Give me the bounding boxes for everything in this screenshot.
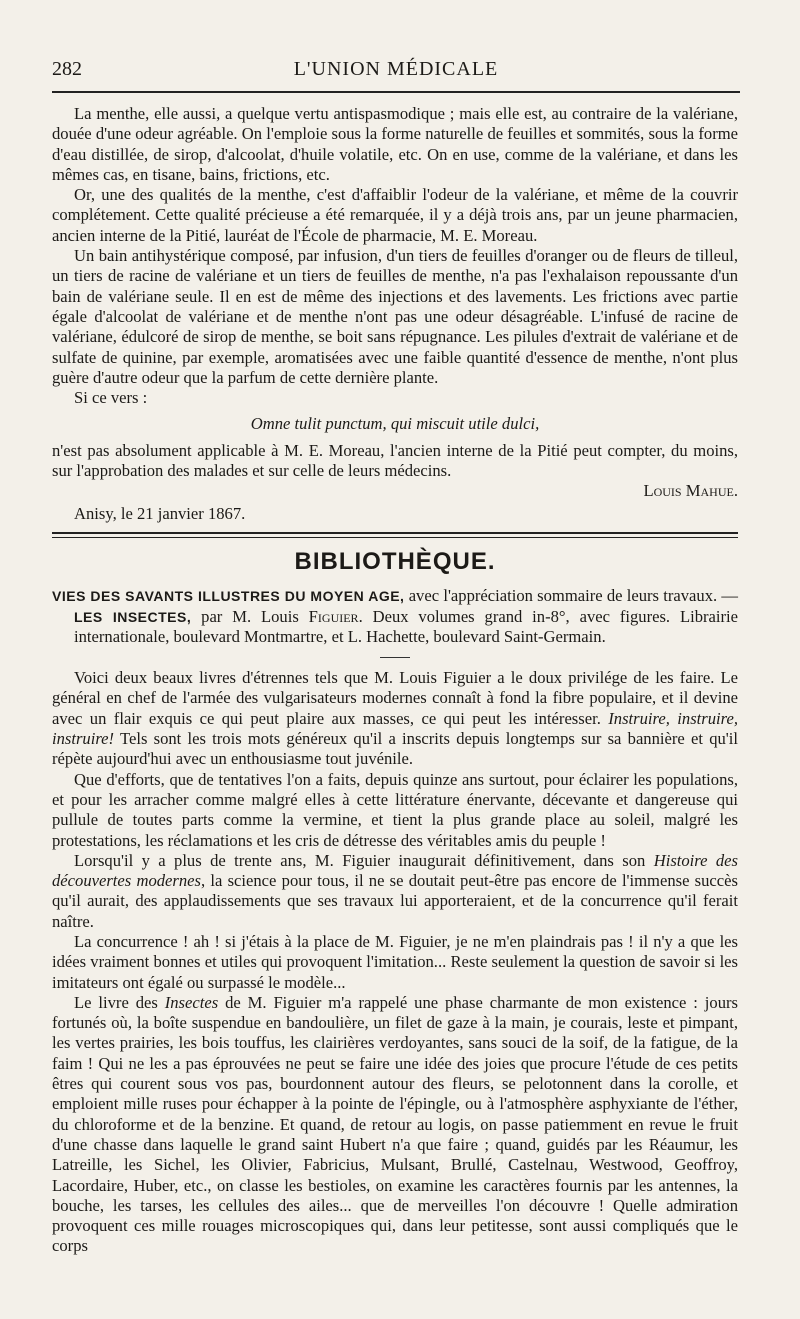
- author-signature: [52, 481, 738, 501]
- reference-rule: [380, 657, 410, 658]
- book-title-1: VIES DES SAVANTS ILLUSTRES DU MOYEN AGE,: [52, 588, 405, 605]
- quote-intro: Si ce vers :: [74, 388, 148, 408]
- article-paragraph-2: Or, une des qualités de la menthe, c'est d'affaiblir l'odeur de la valériane, et même de la couvrir complétement. Cette qualité précieuse a été remarquée, il y a déjà trois ans, par un jeune pharmacien, ancien interne de la Pitié, lauréat de l'École de pharmacie, M. E. Moreau.: [52, 185, 738, 245]
- section-divider: [52, 532, 738, 538]
- article-paragraph-3: Un bain antihystérique composé, par infusion, d'un tiers de feuilles d'oranger ou de fleurs de tilleul, un tiers de racine de valériane et un tiers de feuilles de menthe, n'a pas l'exhalaison repoussante d'un bain de valériane seule. Il en est de même des injections et des lavements. Les frictions avec partie égale d'alcoolat de valériane et de menthe n'ont pas une odeur désagréable. L'infusé de racine de valériane, édulcoré de sirop de menthe, se boit sans répugnance. Les pilules d'extrait de valériane et de sulfate de quinine, par exemple, aromatisées avec une faible quantité d'essence de menthe, n'ont plus guère d'autre odeur que la parfum de cette dernière plante.: [52, 246, 738, 387]
- signature-text: Louis Mahue.: [643, 481, 738, 501]
- section-title: BIBLIOTHÈQUE.: [294, 547, 496, 575]
- review-p3-b: , la science pour tous, il ne se doutait peut-être pas encore de l'immense succès qu'il aurait, des applaudissements que ses travaux lui apporteraient, et de la concurrence qu'il ferait naître.: [52, 871, 738, 931]
- review-paragraph-5: [52, 993, 738, 1257]
- book-title-2: LES INSECTES,: [74, 608, 192, 625]
- review-paragraph-1: [52, 668, 738, 769]
- review-p5-b: de M. Figuier m'a rappelé une phase charmante de mon existence : jours fortunés où, la boîte suspendue en bandoulière, un filet de gaze à la main, je courais, leste et pimpant, les vertes prairies, les bois touffus, les clairières verdoyantes, sans souci de la soif, de la fatigue, de la faim ! Qui ne les a pas éprouvées ne peut se faire une idée des joies que procure l'étude de ces petits êtres qui courent sous vos pas, bourdonnent autour des fleurs, se pelotonnent dans la corolle, et emploient mille ruses pour échapper à la pointe de l'épingle, ou à l'atmosphère asphyxiante de l'éther, du chloroforme et de la benzine. Et quand, de retour au logis, on passe patiemment en revue le fruit d'une chasse dans laquelle le grand saint Hubert n'a que faire ; quand, guidés par les Réaumur, les Latreille, les Sichel, les Olivier, Fabricius, Mulsant, Brullé, Castelnau, Westwood, Geoffroy, Lacordaire, Huber, etc., on classe les bestioles, on examine les caractères fournis par les antennes, la bouche, les tarses, les cellules des ailes... que de merveilles l'on découvre ! Quelle admiration provoquent ces mille rouages microscopiques qui, dans leur petitesse, sont aussi compliqués que le corps: [52, 992, 738, 1256]
- ref-author: Figuier: [308, 606, 359, 626]
- article-paragraph-1: La menthe, elle aussi, a quelque vertu antispasmodique ; mais elle est, au contraire de la valériane, douée d'une odeur agréable. On l'emploie sous la forme naturelle de feuilles et sommités, sous la forme d'eau distillée, de sirop, d'alcoolat, d'huile volatile, etc. On en use, comme de la valériane, et dans les mêmes cas, en tisane, bains, frictions, etc.: [52, 104, 738, 184]
- review-p5-em: Insectes: [164, 992, 219, 1012]
- header-rule: [52, 91, 740, 93]
- ref-text-1: avec l'appréciation sommaire de leurs travaux. —: [404, 586, 738, 606]
- review-p1-a: Voici deux beaux livres d'étrennes tels que M. Louis Figuier a le doux privilége de les faire. Le général en chef de l'armée des vulgarisateurs modernes connaît à fond la fibre populaire, et il devine avec un flair exquis ce qui peut plaire aux masses, ce qui peut les intéresser.: [52, 668, 738, 728]
- review-paragraph-3: [52, 851, 738, 932]
- running-head: [52, 58, 740, 88]
- review-p3-em: Histoire des découvertes modernes: [52, 850, 738, 891]
- review-p3-a: Lorsqu'il y a plus de trente ans, M. Figuier inaugurait définitivement, dans son: [74, 850, 654, 870]
- ref-text-3: . Deux volumes grand in-8°, avec figures. Librairie internationale, boulevard Montmartre, et L. Hachette, boulevard Saint-Germain.: [74, 606, 738, 646]
- review-paragraph-4: La concurrence ! ah ! si j'étais à la place de M. Figuier, je ne m'en plaindrais pas ! il n'y a que les idées vraiment bonnes et utiles qui provoquent l'imitation... Reste seulement la question de savoir si les imitateurs ont égalé ou surpassé le modèle...: [52, 931, 738, 992]
- review-p5-a: Le livre des: [74, 992, 165, 1012]
- review-p1-b: Tels sont les trois mots généreux qu'il a inscrits depuis longtemps sur sa bannière et qu'il répète aujourd'hui avec un enthousiasme tout juvénile.: [52, 729, 738, 769]
- article-date: Anisy, le 21 janvier 1867.: [74, 503, 246, 523]
- review-p1-em: Instruire, instruire, instruire!: [52, 708, 738, 749]
- latin-quote: Omne tulit punctum, qui miscuit utile dulci,: [250, 414, 540, 434]
- page-number: 282: [52, 58, 82, 80]
- review-paragraph-2: Que d'efforts, que de tentatives l'on a faits, depuis quinze ans surtout, pour éclairer les populations, et pour les arracher comme malgré elles à cette littérature énervante, décevante et dangereuse qui pullule de toutes parts comme la vermine, et tient la plus grande place au soleil, malgré les protestations, les réclamations et les cris de détresse des véritables amis du peuple !: [52, 769, 738, 850]
- journal-title: L'UNION MÉDICALE: [293, 58, 499, 80]
- book-reference: [52, 586, 738, 647]
- ref-text-2: par M. Louis: [191, 606, 309, 626]
- article-closing: n'est pas absolument applicable à M. E. Moreau, l'ancien interne de la Pitié peut compter, du moins, sur l'approbation des malades et sur celle de leurs médecins.: [52, 440, 738, 481]
- page-body: [52, 104, 738, 1257]
